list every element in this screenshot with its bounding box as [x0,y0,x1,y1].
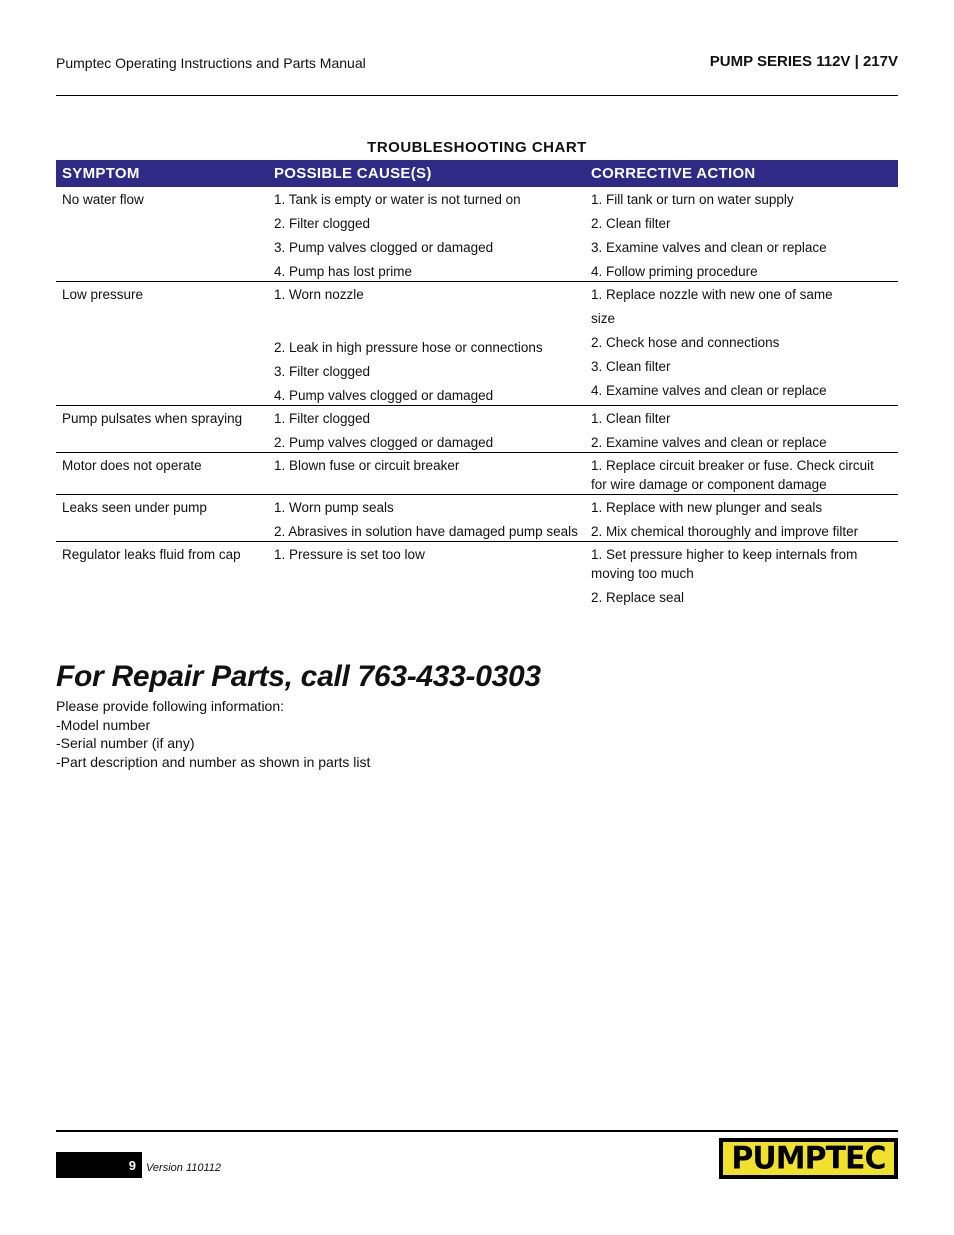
header-series: PUMP SERIES 112V | 217V [709,53,898,70]
logo-background [723,1142,894,1175]
cause-cell [268,495,585,542]
cause-line: 3. Filter clogged [274,364,371,379]
pumptec-logo [719,1138,898,1179]
action-line: size [591,311,616,326]
column-header-causes: POSSIBLE CAUSE(S) [268,160,585,187]
cause-line: 1. Filter clogged [274,411,371,426]
symptom-cell [56,495,268,542]
table-row [56,495,898,542]
cause-line: 1. Worn nozzle [274,287,364,302]
cause-line [274,309,579,333]
action-line: 2. Clean filter [591,216,671,231]
action-cell [585,495,898,542]
logo-text: PUMPTEC [731,1140,886,1177]
version-label: Version 110112 [146,1162,222,1174]
list-item: -Serial number (if any) [56,735,195,752]
cause-cell [268,453,585,495]
table-row [56,406,898,453]
repair-info-list [56,697,370,772]
action-line: 3. Clean filter [591,359,671,374]
action-line: 3. Examine valves and clean or replace [591,240,827,255]
list-item: Please provide following information: [56,698,285,714]
action-cell [585,453,898,495]
symptom-text: Pump pulsates when spraying [62,411,243,426]
cause-line: 2. Filter clogged [274,216,371,231]
symptom-cell [56,282,268,406]
action-line: 2. Mix chemical thoroughly and improve filter [591,524,859,539]
cause-cell [268,282,585,406]
cause-line: 4. Pump valves clogged or damaged [274,388,494,403]
action-line: 1. Replace nozzle with new one of same [591,287,833,302]
table-header-row [56,160,898,187]
cause-line: 1. Tank is empty or water is not turned on [274,192,521,207]
cause-line: 2. Leak in high pressure hose or connections [274,340,543,355]
symptom-cell [56,406,268,453]
cause-cell [268,542,585,608]
action-cell [585,187,898,282]
page-number: 9 [128,1158,136,1173]
cause-cell [268,187,585,282]
repair-parts-heading: For Repair Parts, call 763-433-0303 [56,660,541,693]
column-header-action: CORRECTIVE ACTION [585,160,898,187]
troubleshooting-table [56,160,898,607]
action-line: 4. Follow priming procedure [591,264,758,279]
table-row [56,542,898,608]
troubleshooting-chart-title: TROUBLESHOOTING CHART [367,139,587,156]
cause-line: 2. Pump valves clogged or damaged [274,435,494,450]
cause-cell [268,406,585,453]
table-row [56,453,898,495]
symptom-cell [56,542,268,608]
action-line: 2. Examine valves and clean or replace [591,435,827,450]
symptom-text: No water flow [62,192,144,207]
cause-line: 1. Blown fuse or circuit breaker [274,458,460,473]
table-row [56,187,898,282]
action-cell [585,282,898,406]
action-line: 1. Set pressure higher to keep internals from moving too much [591,547,858,581]
column-header-symptom: SYMPTOM [56,160,268,187]
list-item: -Model number [56,716,151,733]
header-divider [56,95,898,96]
action-line: 1. Replace circuit breaker or fuse. Check circuit for wire damage or component damage [591,458,874,492]
action-line: 4. Examine valves and clean or replace [591,383,827,398]
action-line: 1. Replace with new plunger and seals [591,500,823,515]
header-manual-title: Pumptec Operating Instructions and Parts Manual [56,55,366,71]
action-line: 2. Check hose and connections [591,335,780,350]
symptom-text: Leaks seen under pump [62,500,207,515]
cause-line: 3. Pump valves clogged or damaged [274,240,494,255]
table-row [56,282,898,406]
cause-line: 4. Pump has lost prime [274,264,413,279]
symptom-text: Regulator leaks fluid from cap [62,547,241,562]
symptom-text: Motor does not operate [62,458,202,473]
list-item: -Part description and number as shown in parts list [56,754,371,771]
symptom-cell [56,187,268,282]
symptom-cell [56,453,268,495]
action-line: 2. Replace seal [591,590,685,605]
action-line: 1. Fill tank or turn on water supply [591,192,794,207]
cause-line: 2. Abrasives in solution have damaged pump seals [274,524,578,539]
action-cell [585,542,898,608]
cause-line: 1. Worn pump seals [274,500,394,515]
cause-line: 1. Pressure is set too low [274,547,425,562]
table-body [56,187,898,607]
action-cell [585,406,898,453]
action-line: 1. Clean filter [591,411,671,426]
symptom-text: Low pressure [62,287,144,302]
footer-divider [56,1130,898,1132]
